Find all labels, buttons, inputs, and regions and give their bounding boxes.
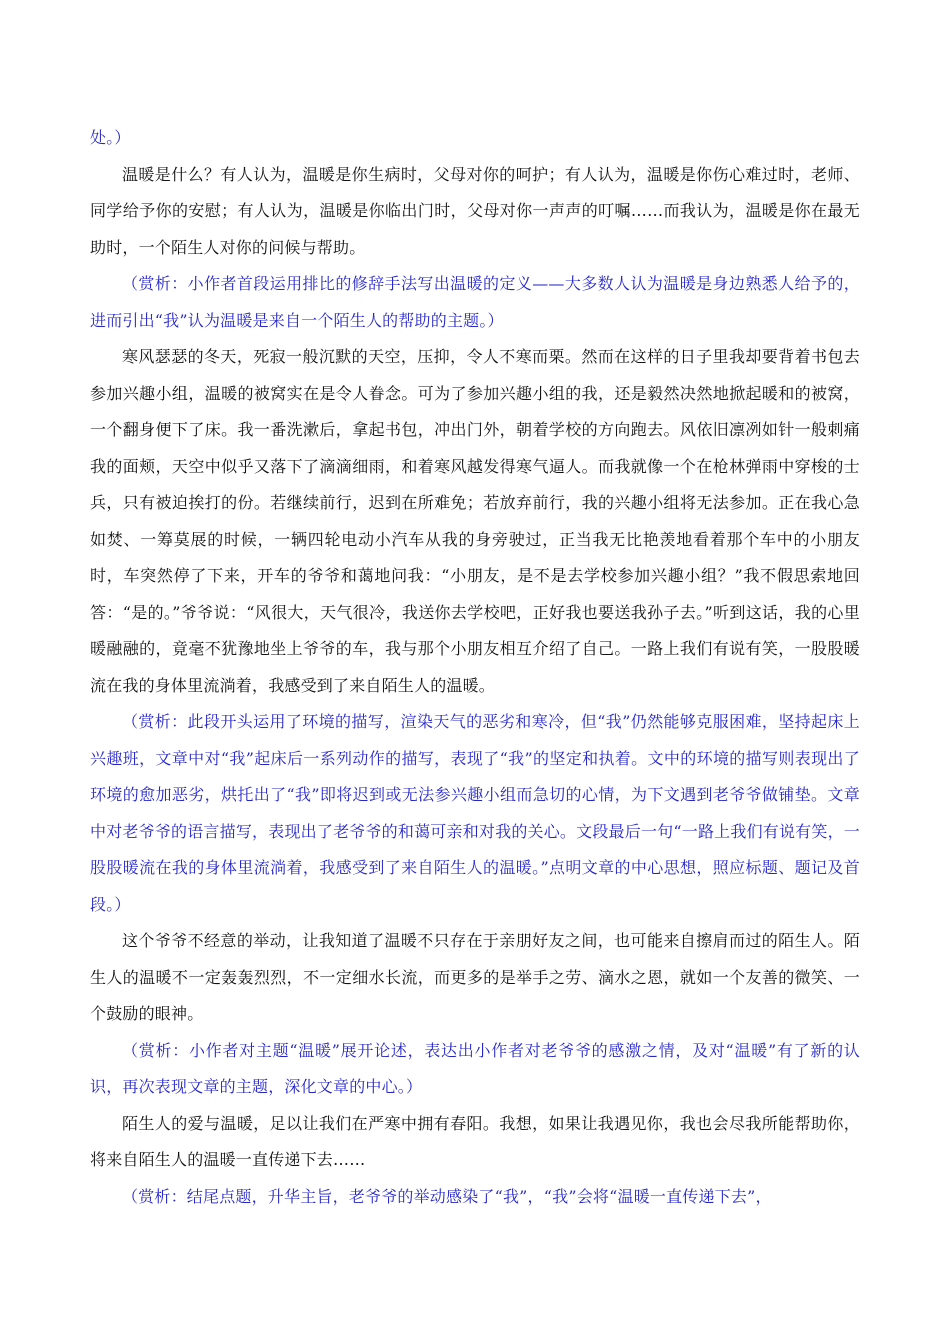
annotation-paragraph-4: （赏析：结尾点题，升华主旨，老爷爷的举动感染了“我”，“我”会将“温暖一直传递下去”， (122, 1186, 772, 1206)
document-page (90, 120, 860, 1215)
body-paragraph-2: 寒风瑟瑟的冬天，死寂一般沉默的天空，压抑，令人不寒而栗。然而在这样的日子里我却要背着书包去参加兴趣小组，温暖的被窝实在是令人眷念。可为了参加兴趣小组的我，还是毅然决然地掀起暖和的被窝，一个翻身便下了床。我一番洗漱后，拿起书包，冲出门外，朝着学校的方向跑去。风依旧凛冽如针一般刺痛我的面颊，天空中似乎又落下了滴滴细雨，和着寒风越发得寒气逼人。而我就像一个在枪林弹雨中穿梭的士兵，只有被迫挨打的份。若继续前行，迟到在所难免；若放弃前行，我的兴趣小组将无法参加。正在我心急如焚、一筹莫展的时候，一辆四轮电动小汽车从我的身旁驶过，正当我无比艳羡地看着那个车中的小朋友时，车突然停了下来，开车的爷爷和蔼地问我：“小朋友，是不是去学校参加兴趣小组？”我不假思索地回答：“是的。”爷爷说：“风很大，天气很冷，我送你去学校吧，正好我也要送我孙子去。”听到这话，我的心里暖融融的，竟毫不犹豫地坐上爷爷的车，我与那个小朋友相互介绍了自己。一路上我们有说有笑，一股股暖流在我的身体里流淌着，我感受到了来自陌生人的温暖。 (90, 347, 860, 695)
annotation-paragraph-3: （赏析：小作者对主题“温暖”展开论述，表达出小作者对老爷爷的感激之情，及对“温暖”有了新的认识，再次表现文章的主题，深化文章的中心。） (90, 1040, 860, 1096)
body-paragraph-4: 陌生人的爱与温暖，足以让我们在严寒中拥有春阳。我想，如果让我遇见你，我也会尽我所能帮助你，将来自陌生人的温暖一直传递下去…… (90, 1113, 860, 1169)
body-paragraph-3: 这个爷爷不经意的举动，让我知道了温暖不只存在于亲朋好友之间，也可能来自擦肩而过的陌生人。陌生人的温暖不一定轰轰烈烈，不一定细水长流，而更多的是举手之劳、滴水之恩，就如一个友善的微笑、一个鼓励的眼神。 (90, 931, 860, 1023)
body-paragraph-1: 温暖是什么？有人认为，温暖是你生病时，父母对你的呵护；有人认为，温暖是你伤心难过时，老师、同学给予你的安慰；有人认为，温暖是你临出门时，父母对你一声声的叮嘱……而我认为，温暖是你在最无助时，一个陌生人对你的问候与帮助。 (90, 164, 860, 257)
annotation-paragraph-1: （赏析：小作者首段运用排比的修辞手法写出温暖的定义——大多数人认为温暖是身边熟悉人给予的，进而引出“我”认为温暖是来自一个陌生人的帮助的主题。） (90, 274, 860, 330)
annotation-paragraph-2: （赏析：此段开头运用了环境的描写，渲染天气的恶劣和寒冷，但“我”仍然能够克服困难，坚持起床上兴趣班，文章中对“我”起床后一系列动作的描写，表现了“我”的坚定和执着。文中的环境的描写则表现出了环境的愈加恶劣，烘托出了“我”即将迟到或无法参兴趣小组而急切的心情，为下文遇到老爷爷做铺垫。文章中对老爷爷的语言描写，表现出了老爷爷的和蔼可亲和对我的关心。文段最后一句“一路上我们有说有笑，一股股暖流在我的身体里流淌着，我感受到了来自陌生人的温暖。”点明文章的中心思想，照应标题、题记及首段。） (90, 712, 860, 914)
annotation-continuation: 处。） (90, 128, 131, 147)
